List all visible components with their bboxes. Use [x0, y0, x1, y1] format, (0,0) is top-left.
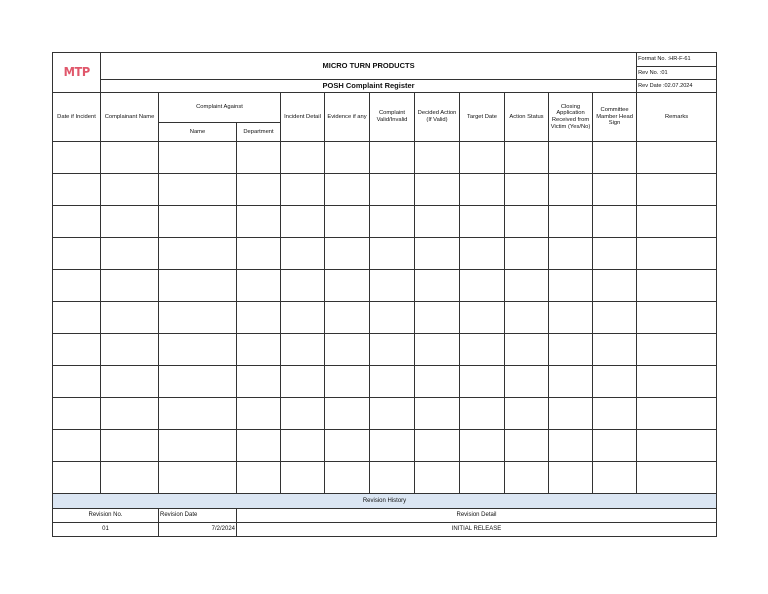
- table-cell[interactable]: [325, 238, 370, 270]
- table-cell[interactable]: [101, 206, 159, 238]
- table-cell[interactable]: [159, 238, 237, 270]
- table-cell[interactable]: [593, 142, 637, 174]
- table-row: [53, 142, 717, 174]
- register-table: [52, 52, 717, 494]
- table-cell[interactable]: [101, 334, 159, 366]
- table-cell[interactable]: [593, 430, 637, 462]
- table-cell[interactable]: [237, 142, 281, 174]
- table-cell[interactable]: [460, 334, 505, 366]
- table-cell[interactable]: [549, 334, 593, 366]
- table-cell[interactable]: [637, 238, 717, 270]
- table-cell[interactable]: [281, 174, 325, 206]
- revision-no-label: Revision No.: [53, 509, 159, 523]
- table-cell[interactable]: [325, 206, 370, 238]
- table-cell[interactable]: [101, 238, 159, 270]
- table-cell[interactable]: [281, 366, 325, 398]
- table-cell[interactable]: [159, 270, 237, 302]
- table-cell[interactable]: [549, 142, 593, 174]
- table-cell[interactable]: [593, 174, 637, 206]
- table-cell[interactable]: [159, 142, 237, 174]
- table-cell[interactable]: [325, 302, 370, 334]
- table-cell[interactable]: [593, 462, 637, 494]
- table-cell[interactable]: [237, 462, 281, 494]
- table-cell[interactable]: [370, 430, 415, 462]
- table-cell[interactable]: [593, 366, 637, 398]
- table-cell[interactable]: [325, 334, 370, 366]
- table-cell[interactable]: [325, 430, 370, 462]
- table-cell[interactable]: [505, 206, 549, 238]
- table-cell[interactable]: [237, 366, 281, 398]
- format-no: Format No. :HR-F-61: [637, 53, 717, 67]
- table-cell[interactable]: [159, 430, 237, 462]
- table-cell[interactable]: [101, 174, 159, 206]
- revision-no-value: 01: [53, 523, 159, 537]
- table-row: [53, 270, 717, 302]
- table-cell[interactable]: [281, 238, 325, 270]
- col-complainant-name: Complainant Name: [101, 93, 159, 142]
- revision-history-label: Revision History: [53, 494, 717, 509]
- table-cell[interactable]: [101, 302, 159, 334]
- table-cell[interactable]: [593, 206, 637, 238]
- table-cell[interactable]: [593, 398, 637, 430]
- col-department: Department: [237, 123, 281, 142]
- table-cell[interactable]: [159, 334, 237, 366]
- table-cell[interactable]: [637, 206, 717, 238]
- table-cell[interactable]: [53, 398, 101, 430]
- table-cell[interactable]: [159, 206, 237, 238]
- table-cell[interactable]: [460, 238, 505, 270]
- table-cell[interactable]: [370, 398, 415, 430]
- table-cell[interactable]: [281, 142, 325, 174]
- table-cell[interactable]: [460, 398, 505, 430]
- table-cell[interactable]: [505, 462, 549, 494]
- revision-detail-label: Revision Detail: [237, 509, 717, 523]
- table-row: [53, 398, 717, 430]
- table-cell[interactable]: [325, 398, 370, 430]
- table-cell[interactable]: [593, 302, 637, 334]
- table-cell[interactable]: [101, 366, 159, 398]
- table-cell[interactable]: [505, 238, 549, 270]
- table-cell[interactable]: [237, 270, 281, 302]
- col-target-date: Target Date: [460, 93, 505, 142]
- col-remarks: Remarks: [637, 93, 717, 142]
- table-row: [53, 174, 717, 206]
- table-cell[interactable]: [159, 174, 237, 206]
- table-cell[interactable]: [237, 238, 281, 270]
- company-name: MICRO TURN PRODUCTS: [101, 53, 637, 80]
- revision-detail-value: INITIAL RELEASE: [237, 523, 717, 537]
- table-cell[interactable]: [415, 334, 460, 366]
- complaint-register-sheet: [52, 52, 716, 537]
- table-cell[interactable]: [549, 302, 593, 334]
- table-cell[interactable]: [549, 270, 593, 302]
- table-cell[interactable]: [370, 206, 415, 238]
- table-cell[interactable]: [415, 174, 460, 206]
- table-row: [53, 334, 717, 366]
- table-cell[interactable]: [415, 366, 460, 398]
- table-cell[interactable]: [237, 302, 281, 334]
- col-incident-detail: Incident Detail: [281, 93, 325, 142]
- table-cell[interactable]: [549, 174, 593, 206]
- logo-cell: [53, 53, 101, 93]
- table-row: [53, 462, 717, 494]
- table-cell[interactable]: [460, 174, 505, 206]
- table-cell[interactable]: [53, 174, 101, 206]
- table-cell[interactable]: [415, 142, 460, 174]
- col-evidence: Evidence if any: [325, 93, 370, 142]
- table-row: [53, 430, 717, 462]
- table-cell[interactable]: [101, 270, 159, 302]
- table-cell[interactable]: [370, 174, 415, 206]
- table-cell[interactable]: [325, 462, 370, 494]
- rev-no: Rev No. :01: [637, 67, 717, 80]
- table-cell[interactable]: [637, 462, 717, 494]
- table-cell[interactable]: [415, 270, 460, 302]
- table-cell[interactable]: [505, 270, 549, 302]
- table-cell[interactable]: [370, 462, 415, 494]
- table-cell[interactable]: [505, 366, 549, 398]
- table-cell[interactable]: [549, 206, 593, 238]
- table-cell[interactable]: [325, 270, 370, 302]
- table-cell[interactable]: [281, 302, 325, 334]
- table-cell[interactable]: [505, 398, 549, 430]
- table-cell[interactable]: [370, 270, 415, 302]
- table-cell[interactable]: [460, 430, 505, 462]
- col-date-of-incident: Date if Incident: [53, 93, 101, 142]
- table-cell[interactable]: [415, 430, 460, 462]
- table-cell[interactable]: [53, 142, 101, 174]
- table-cell[interactable]: [637, 142, 717, 174]
- table-cell[interactable]: [637, 366, 717, 398]
- col-closing-application: Closing Application Received from Victim (Yes/No): [549, 93, 593, 142]
- table-cell[interactable]: [53, 238, 101, 270]
- table-cell[interactable]: [159, 398, 237, 430]
- table-cell[interactable]: [460, 462, 505, 494]
- table-cell[interactable]: [237, 206, 281, 238]
- table-cell[interactable]: [281, 334, 325, 366]
- table-cell[interactable]: [53, 270, 101, 302]
- table-cell[interactable]: [281, 398, 325, 430]
- table-cell[interactable]: [325, 174, 370, 206]
- revision-date-label: Revision Date: [159, 509, 237, 523]
- table-cell[interactable]: [53, 302, 101, 334]
- table-cell[interactable]: [549, 430, 593, 462]
- table-cell[interactable]: [53, 334, 101, 366]
- col-committee-sign: Committee Mamber Head Sign: [593, 93, 637, 142]
- table-cell[interactable]: [159, 302, 237, 334]
- table-cell[interactable]: [237, 398, 281, 430]
- table-cell[interactable]: [370, 366, 415, 398]
- table-cell[interactable]: [53, 366, 101, 398]
- table-cell[interactable]: [637, 270, 717, 302]
- table-cell[interactable]: [460, 206, 505, 238]
- col-name: Name: [159, 123, 237, 142]
- table-cell[interactable]: [637, 430, 717, 462]
- table-cell[interactable]: [281, 430, 325, 462]
- table-cell[interactable]: [415, 206, 460, 238]
- table-cell[interactable]: [159, 366, 237, 398]
- table-cell[interactable]: [101, 142, 159, 174]
- table-cell[interactable]: [505, 302, 549, 334]
- revision-table: [52, 493, 717, 537]
- table-cell[interactable]: [53, 206, 101, 238]
- table-cell[interactable]: [53, 462, 101, 494]
- table-cell[interactable]: [593, 334, 637, 366]
- table-cell[interactable]: [505, 142, 549, 174]
- table-row: [53, 366, 717, 398]
- col-action-status: Action Status: [505, 93, 549, 142]
- table-cell[interactable]: [101, 462, 159, 494]
- table-cell[interactable]: [505, 430, 549, 462]
- table-row: [53, 206, 717, 238]
- table-cell[interactable]: [593, 238, 637, 270]
- table-cell[interactable]: [370, 302, 415, 334]
- table-row: [53, 302, 717, 334]
- table-cell[interactable]: [637, 302, 717, 334]
- table-cell[interactable]: [237, 174, 281, 206]
- table-cell[interactable]: [505, 174, 549, 206]
- col-complaint-against: Complaint Against: [159, 93, 281, 123]
- company-logo: MTP: [63, 64, 90, 79]
- table-cell[interactable]: [549, 398, 593, 430]
- table-cell[interactable]: [370, 334, 415, 366]
- table-cell[interactable]: [549, 462, 593, 494]
- table-cell[interactable]: [101, 398, 159, 430]
- table-cell[interactable]: [460, 270, 505, 302]
- table-cell[interactable]: [549, 238, 593, 270]
- table-cell[interactable]: [415, 462, 460, 494]
- table-cell[interactable]: [637, 398, 717, 430]
- table-cell[interactable]: [460, 302, 505, 334]
- table-cell[interactable]: [237, 334, 281, 366]
- table-cell[interactable]: [325, 142, 370, 174]
- table-cell[interactable]: [593, 270, 637, 302]
- table-cell[interactable]: [460, 142, 505, 174]
- rev-date: Rev Date :02.07.2024: [637, 80, 717, 93]
- table-cell[interactable]: [505, 334, 549, 366]
- table-cell[interactable]: [281, 462, 325, 494]
- table-cell[interactable]: [460, 366, 505, 398]
- table-cell[interactable]: [101, 430, 159, 462]
- table-cell[interactable]: [415, 398, 460, 430]
- page-title: POSH Complaint Register: [101, 80, 637, 93]
- table-cell[interactable]: [370, 238, 415, 270]
- table-cell[interactable]: [159, 462, 237, 494]
- table-cell[interactable]: [237, 430, 281, 462]
- table-cell[interactable]: [325, 366, 370, 398]
- table-row: [53, 238, 717, 270]
- table-cell[interactable]: [637, 334, 717, 366]
- revision-date-value: 7/2/2024: [159, 523, 237, 537]
- table-cell[interactable]: [53, 430, 101, 462]
- col-decided-action: Decided Action (If Valid): [415, 93, 460, 142]
- table-cell[interactable]: [549, 366, 593, 398]
- table-cell[interactable]: [415, 302, 460, 334]
- table-cell[interactable]: [370, 142, 415, 174]
- col-complaint-valid: Complaint Valid/Invalid: [370, 93, 415, 142]
- table-cell[interactable]: [637, 174, 717, 206]
- table-cell[interactable]: [415, 238, 460, 270]
- table-cell[interactable]: [281, 206, 325, 238]
- table-cell[interactable]: [281, 270, 325, 302]
